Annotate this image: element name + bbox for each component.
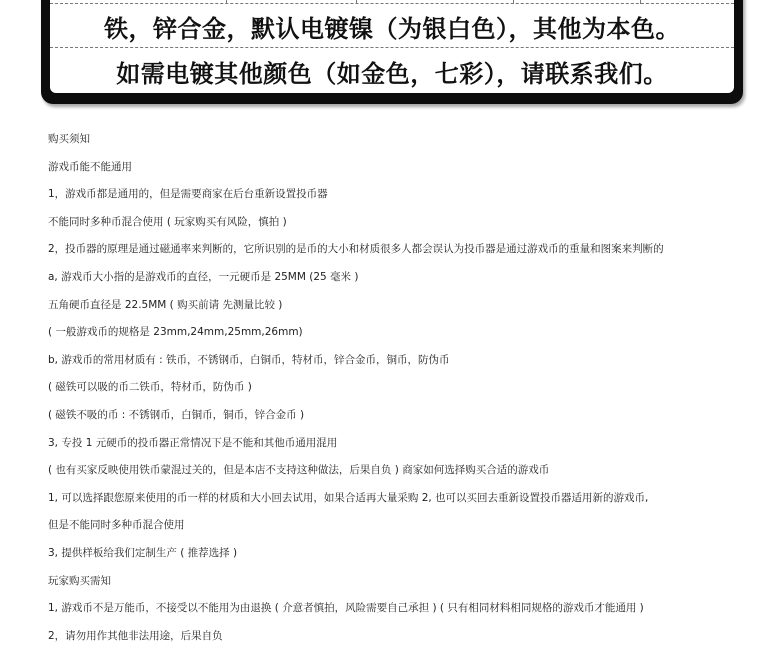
text-line: ( 也有买家反映使用铁币蒙混过关的，但是本店不支持这种做法，后果自负 ) 商家如何选择购买合适的游戏币 bbox=[48, 464, 550, 477]
text-line: 五角硬币直径是 22.5MM ( 购买前请 先测量比较 ) bbox=[48, 298, 283, 311]
text-line: b, 游戏币的常用材质有 : 铁币，不锈钢币，白铜币，特材币，锌合金币，铜币，防伪币 bbox=[48, 353, 450, 366]
text-line: a, 游戏币大小指的是游戏币的直径，一元硬币是 25MM (25 毫米 ) bbox=[48, 270, 359, 283]
banner-middle-divider bbox=[50, 47, 734, 48]
text-line: 但是不能同时多种币混合使用 bbox=[48, 519, 185, 532]
banner-line-plating: 铁，锌合金，默认电镀镍（为银白色），其他为本色。 bbox=[104, 15, 680, 43]
text-line: 1, 可以选择跟您原来使用的币一样的材质和大小回去试用，如果合适再大量采购 2, 也可以买回去重新设置投币器适用新的游戏币, bbox=[48, 491, 649, 504]
banner-tick bbox=[513, 0, 514, 4]
section-heading-player-notes: 玩家购买需知 bbox=[48, 574, 111, 587]
banner-tick bbox=[356, 0, 357, 4]
text-line: 不能同时多种币混合使用 ( 玩家购买有风险，慎拍 ) bbox=[48, 215, 287, 228]
text-line: 2，投币器的原理是通过磁通率来判断的，它所识别的是币的大小和材质很多人都会误认为投币器是通过游戏币的重量和图案来判断的 bbox=[48, 243, 664, 256]
text-line: 2，请勿用作其他非法用途，后果自负 bbox=[48, 629, 223, 642]
banner-tick bbox=[640, 0, 641, 4]
text-line: 3, 提供样板给我们定制生产 ( 推荐选择 ) bbox=[48, 546, 238, 559]
banner-line-contact: 如需电镀其他颜色（如金色，七彩），请联系我们。 bbox=[116, 60, 668, 88]
text-line: 1，游戏币都是通用的，但是需要商家在后台重新设置投币器 bbox=[48, 188, 328, 201]
notice-banner bbox=[41, 0, 743, 104]
notice-banner-panel bbox=[50, 0, 734, 93]
text-line: ( 一般游戏币的规格是 23mm,24mm,25mm,26mm) bbox=[48, 326, 303, 339]
text-line: ( 磁铁可以吸的币二铁币，特材币，防伪币 ) bbox=[48, 381, 252, 394]
purchase-notes bbox=[48, 129, 748, 653]
text-line: ( 磁铁不吸的币 : 不锈钢币，白铜币，铜币，锌合金币 ) bbox=[48, 408, 305, 421]
banner-tick bbox=[226, 0, 227, 4]
banner-top-divider bbox=[50, 3, 734, 4]
text-line: 游戏币能不能通用 bbox=[48, 160, 132, 173]
text-line: 1, 游戏币不是万能币，不接受以不能用为由退换 ( 介意者慎拍，风险需要自己承担 ) ( 只有相同材料相同规格的游戏币才能通用 ) bbox=[48, 602, 644, 615]
section-heading-purchase-notes: 购买须知 bbox=[48, 133, 90, 145]
text-line: 3, 专投 1 元硬币的投币器正常情况下是不能和其他币通用混用 bbox=[48, 436, 338, 449]
